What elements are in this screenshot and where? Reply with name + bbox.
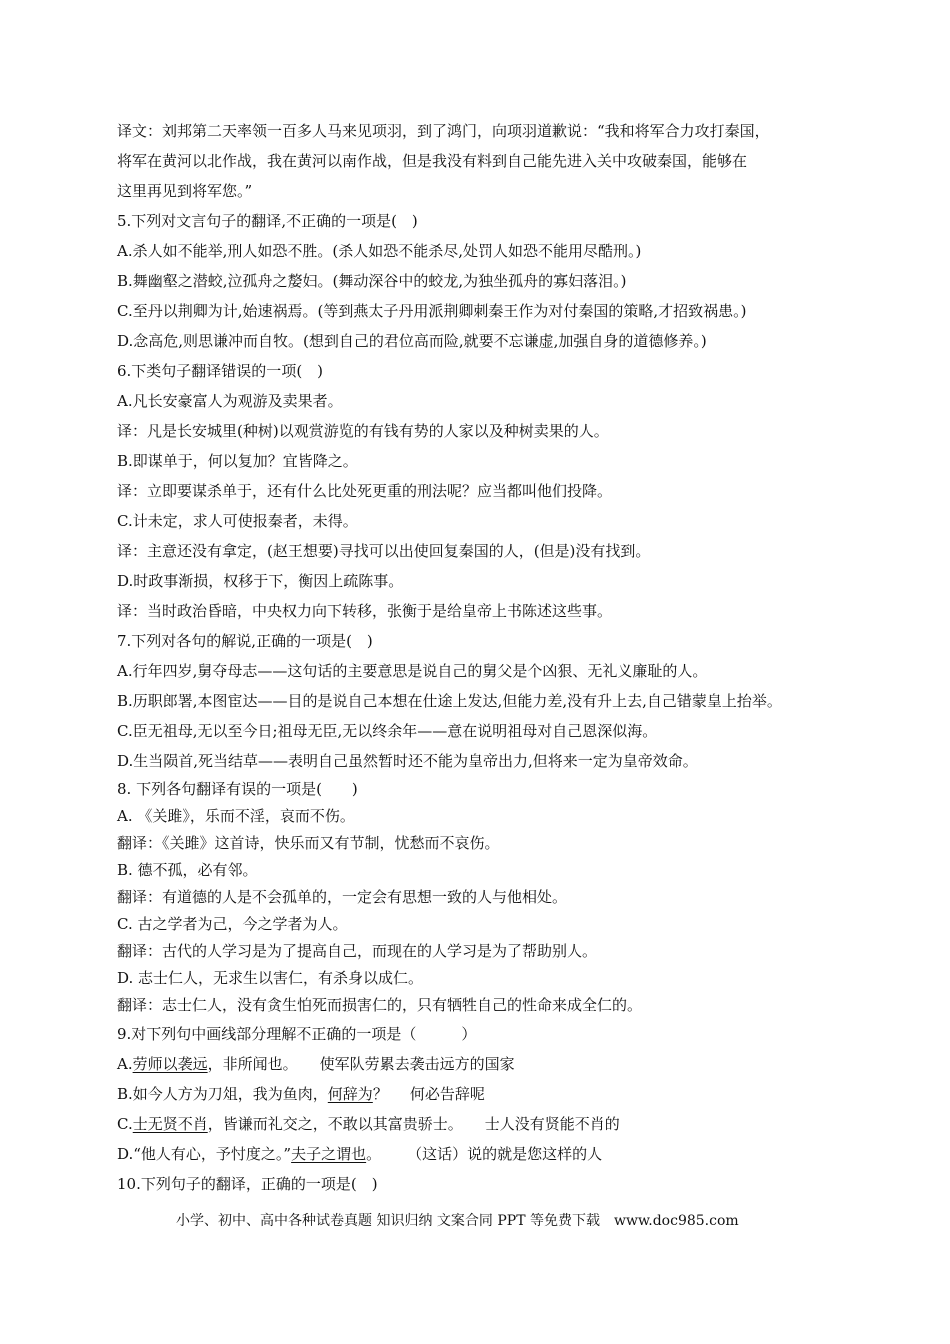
option-d: D.念高危,则思谦冲而自牧。(想到自己的君位高而险,就要不忘谦虚,加强自身的道德修养。) xyxy=(117,332,707,350)
question-9 xyxy=(117,1019,857,1169)
option-text: 。 xyxy=(366,1145,382,1163)
option-a: A.杀人如不能举,刑人如恐不胜。(杀人如恐不能杀尽,处罚人如恐不能用尽酷刑。) xyxy=(117,242,642,260)
underlined-phrase: 劳师以袭远 xyxy=(132,1055,208,1073)
option-c-translation: 译：主意还没有拿定，(赵王想要)寻找可以出使回复秦国的人，(但是)没有找到。 xyxy=(117,542,651,560)
document-body xyxy=(117,116,857,1199)
option-text: ，皆谦而礼交之，不敢以其富贵骄士。 xyxy=(207,1115,463,1133)
option-c: C. 古之学者为己，今之学者为人。 xyxy=(117,915,348,933)
option-b: B.历职郎署,本图宦达——目的是说自己本想在仕途上发达,但能力差,没有升上去,自己错蒙皇上抬举。 xyxy=(117,692,782,710)
option-text: B.如今人方为刀俎，我为鱼肉， xyxy=(117,1085,328,1103)
option-a: A. 《关雎》，乐而不淫，哀而不伤。 xyxy=(117,807,355,825)
option-label: C. xyxy=(117,1115,133,1133)
underlined-phrase: 夫子之谓也 xyxy=(291,1145,367,1163)
question-stem: 8. 下列各句翻译有误的一项是( ) xyxy=(117,780,358,798)
option-b xyxy=(117,1079,857,1109)
question-6 xyxy=(117,356,857,626)
text-line: 译文：刘邦第二天率领一百多人马来见项羽，到了鸿门，向项羽道歉说：“我和将军合力攻打秦国， xyxy=(117,122,770,140)
option-b: B. 德不孤，必有邻。 xyxy=(117,861,258,879)
option-c: C.至丹以荆卿为计,始速祸焉。(等到燕太子丹用派荆卿刺秦王作为对付秦国的策略,才招致祸患。) xyxy=(117,302,747,320)
question-stem: 6.下类句子翻译错误的一项( ) xyxy=(117,362,324,380)
underlined-phrase: 何辞为 xyxy=(327,1085,373,1103)
option-d-translation: 翻译：志士仁人，没有贪生怕死而损害仁的，只有牺牲自己的性命来成全仁的。 xyxy=(117,996,643,1014)
option-gloss: （这话）说的就是您这样的人 xyxy=(407,1145,603,1163)
option-d: D. 志士仁人，无求生以害仁，有杀身以成仁。 xyxy=(117,969,424,987)
option-label: A. xyxy=(117,1055,133,1073)
option-d xyxy=(117,1139,857,1169)
option-a: A.凡长安豪富人为观游及卖果者。 xyxy=(117,392,343,410)
underlined-phrase: 士无贤不肖 xyxy=(132,1115,208,1133)
question-10 xyxy=(117,1169,857,1199)
option-d-translation: 译：当时政治昏暗，中央权力向下转移，张衡于是给皇帝上书陈述这些事。 xyxy=(117,602,613,620)
question-5 xyxy=(117,206,857,356)
option-c xyxy=(117,1109,857,1139)
text-line: 这里再见到将军您。” xyxy=(117,182,253,200)
option-gloss: 使军队劳累去袭击远方的国家 xyxy=(319,1055,515,1073)
question-stem: 9.对下列句中画线部分理解不正确的一项是（ ） xyxy=(117,1025,477,1043)
option-d: D.时政事渐损，权移于下，衡因上疏陈事。 xyxy=(117,572,404,590)
question-stem: 10.下列句子的翻译，正确的一项是( ) xyxy=(117,1175,378,1193)
option-gloss: 士人没有贤能不肖的 xyxy=(484,1115,620,1133)
option-d: D.生当陨首,死当结草——表明自己虽然暂时还不能为皇帝出力,但将来一定为皇帝效命。 xyxy=(117,752,698,770)
translation-paragraph xyxy=(117,116,857,206)
option-text: ？ xyxy=(372,1085,388,1103)
question-stem: 5.下列对文言句子的翻译,不正确的一项是( ) xyxy=(117,212,418,230)
option-text: D.“他人有心，予忖度之。” xyxy=(117,1145,292,1163)
option-b-translation: 翻译：有道德的人是不会孤单的，一定会有思想一致的人与他相处。 xyxy=(117,888,568,906)
option-gloss: 何必告辞呢 xyxy=(409,1085,485,1103)
question-8 xyxy=(117,776,857,1019)
option-a: A.行年四岁,舅夺母志——这句话的主要意思是说自己的舅父是个凶狠、无礼义廉耻的人。 xyxy=(117,662,708,680)
text-line: 将军在黄河以北作战，我在黄河以南作战，但是我没有料到自己能先进入关中攻破秦国，能够在 xyxy=(117,152,748,170)
option-b-translation: 译：立即要谋杀单于，还有什么比处死更重的刑法呢？应当都叫他们投降。 xyxy=(117,482,613,500)
option-c: C.臣无祖母,无以至今日;祖母无臣,无以终余年——意在说明祖母对自己恩深似海。 xyxy=(117,722,658,740)
option-b: B.舞幽壑之潜蛟,泣孤舟之嫠妇。(舞动深谷中的蛟龙,为独坐孤舟的寡妇落泪。) xyxy=(117,272,627,290)
option-c: C.计未定，求人可使报秦者，未得。 xyxy=(117,512,358,530)
option-a xyxy=(117,1049,857,1079)
footer-text: 小学、初中、高中各种试卷真题 知识归纳 文案合同 PPT 等免费下载 www.doc985.com xyxy=(176,1213,739,1229)
question-7 xyxy=(117,626,857,776)
option-a-translation: 翻译：《关雎》这首诗，快乐而又有节制，忧愁而不哀伤。 xyxy=(117,834,500,852)
option-b: B.即谋单于，何以复加？宜皆降之。 xyxy=(117,452,358,470)
option-text: ，非所闻也。 xyxy=(207,1055,298,1073)
option-c-translation: 翻译：古代的人学习是为了提高自己，而现在的人学习是为了帮助别人。 xyxy=(117,942,598,960)
option-a-translation: 译：凡是长安城里(种树)以观赏游览的有钱有势的人家以及种树卖果的人。 xyxy=(117,422,609,440)
question-stem: 7.下列对各句的解说,正确的一项是( ) xyxy=(117,632,373,650)
